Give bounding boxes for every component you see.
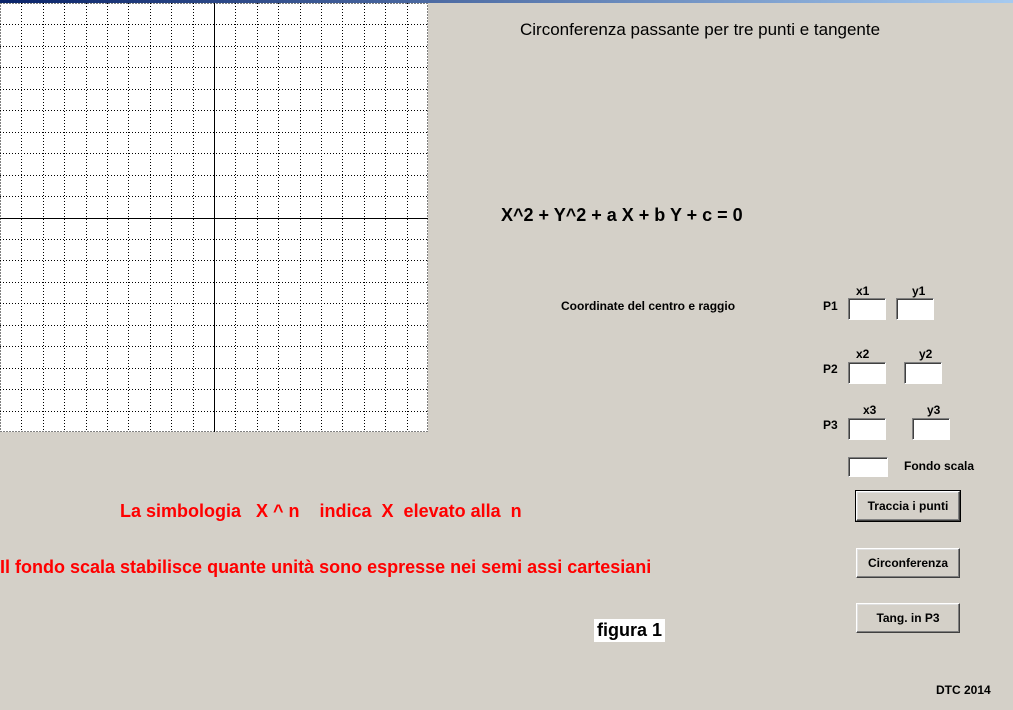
p2-label: P2	[823, 362, 838, 376]
cartesian-plot	[0, 3, 428, 432]
y3-input[interactable]	[912, 418, 950, 440]
figure-label: figura 1	[594, 619, 665, 642]
x3-input[interactable]	[848, 418, 886, 440]
y2-input[interactable]	[904, 362, 942, 384]
circle-equation: X^2 + Y^2 + a X + b Y + c = 0	[501, 205, 743, 225]
y1-input[interactable]	[896, 298, 934, 320]
x1-input[interactable]	[848, 298, 886, 320]
symbology-note: La simbologia X ^ n indica X elevato alla n	[120, 501, 522, 521]
plot-points-button[interactable]: Traccia i punti	[856, 491, 960, 521]
scale-label: Fondo scala	[904, 459, 975, 473]
x1-label: x1	[856, 284, 870, 298]
y2-label: y2	[919, 347, 933, 361]
credit-label: DTC 2014	[936, 683, 991, 697]
scale-note: Il fondo scala stabilisce quante unità sono espresse nei semi assi cartesiani	[0, 557, 652, 577]
y1-label: y1	[912, 284, 926, 298]
x2-input[interactable]	[848, 362, 886, 384]
scale-input[interactable]	[848, 457, 888, 477]
circle-button[interactable]: Circonferenza	[856, 548, 960, 578]
p1-label: P1	[823, 299, 838, 313]
y3-label: y3	[927, 403, 941, 417]
cartesian-plot-area	[0, 3, 428, 432]
center-radius-label: Coordinate del centro e raggio	[561, 299, 736, 313]
p3-label: P3	[823, 418, 838, 432]
x3-label: x3	[863, 403, 877, 417]
x2-label: x2	[856, 347, 870, 361]
page-title: Circonferenza passante per tre punti e tangente	[520, 20, 881, 39]
tangent-button[interactable]: Tang. in P3	[856, 603, 960, 633]
